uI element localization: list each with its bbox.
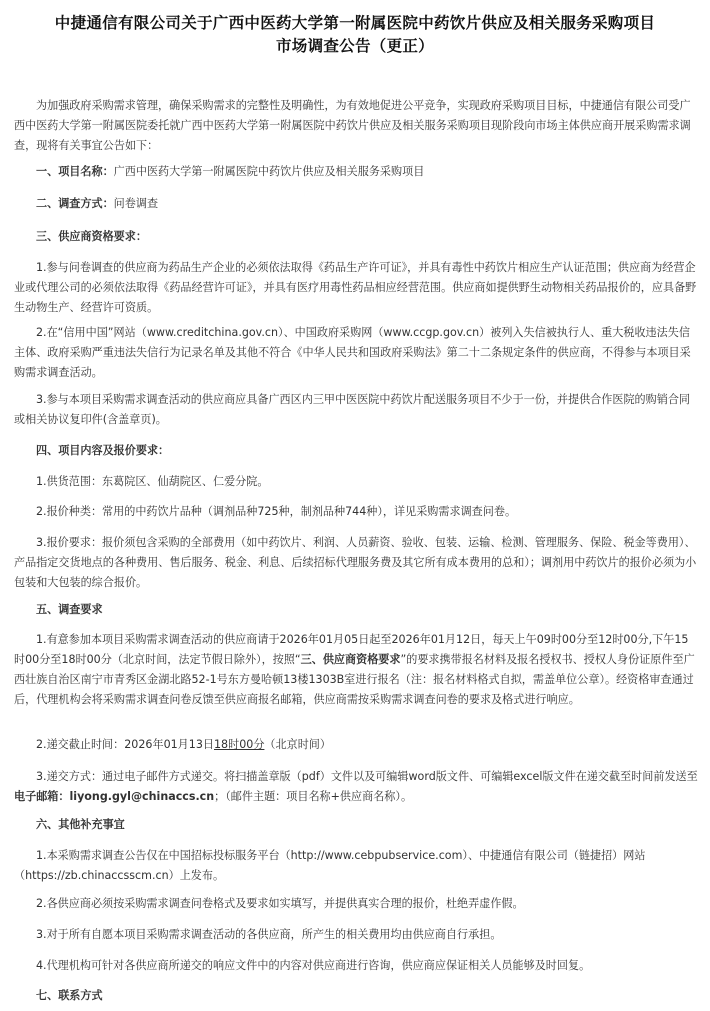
submission-method-text: 3.递交方式：通过电子邮件方式递交。将扫描盖章版（pdf）文件以及可编辑word版文件、可编辑excel版文件在递交截至时间前发送至 [36, 770, 698, 783]
section-1-heading: 一、项目名称： [36, 165, 114, 178]
qualification-item-2: 2.在“信用中国”网站（www.creditchina.gov.cn）、中国政府采购网（www.ccgp.gov.cn）被列入失信被执行人、重大税收违法失信主体、政府采购严重违法失信行为记录名单及其他不符合《中华人民共和国政府采购法》第二十二条规定条件的供应商，不得参与本项目采购需求调查活动。 [14, 326, 691, 379]
deadline-timezone: （北京时间） [264, 738, 331, 751]
survey-requirement-1 [14, 630, 698, 710]
section-3-heading: 三、供应商资格要求： [36, 230, 147, 243]
title-line-2: 市场调查公告（更正） [275, 37, 434, 55]
deadline-label: 2.递交截止时间：2026年01月13日 [36, 738, 214, 751]
survey-requirement-2 [14, 735, 698, 755]
content-item-2: 2.报价种类：常用的中药饮片品种（调剂品种725种，制剂品种744种），详见采购需求调查问卷。 [36, 505, 517, 518]
title-line-1: 中捷通信有限公司关于广西中医药大学第一附属医院中药饮片供应及相关服务采购项目 [54, 14, 656, 32]
section-project-name [14, 162, 698, 182]
supplement-item-2: 2.各供应商必须按采购需求调查问卷格式及要求如实填写，并提供真实合理的报价，杜绝弄虚作假。 [36, 897, 524, 910]
email-subject-note: ；（邮件主题：项目名称+供应商名称）。 [214, 790, 413, 803]
section-survey-method [14, 194, 698, 214]
section-6-heading: 六、其他补充事宜 [36, 818, 125, 831]
section-4-heading: 四、项目内容及报价要求： [36, 444, 170, 457]
qualification-item-1: 1.参与问卷调查的供应商为药品生产企业的必须依法取得《药品生产许可证》，并具有毒性中药饮片相应生产认证范围；供应商为经营企业或代理公司的必须依法取得《药品经营许可证》，并具有医疗用毒性药品相应经营范围。供应商如提供野生动物相关药品报价的，应具备野生动物生产、经营许可资质。 [14, 261, 697, 314]
survey-requirement-3 [14, 767, 698, 807]
submission-email: 电子邮箱：liyong.gyl@chinaccs.cn [14, 790, 215, 803]
intro-paragraph: 为加强政府采购需求管理，确保采购需求的完整性及明确性，为有效地促进公平竞争，实现政府采购项目目标，中捷通信有限公司受广西中医药大学第一附属医院委托就广西中医药大学第一附属医院中药饮片供应及相关服务采购项目现阶段向市场主体供应商开展采购需求调查，现将有关事宜公告如下： [14, 99, 691, 152]
project-name-value: 广西中医药大学第一附属医院中药饮片供应及相关服务采购项目 [113, 165, 425, 178]
qualification-reference: 三、供应商资格要求 [300, 653, 401, 666]
section-5-heading: 五、调查要求 [36, 603, 103, 616]
supplement-item-1: 1.本采购需求调查公告仅在中国招标投标服务平台（http://www.cebpubservice.com）、中捷通信有限公司（链捷招）网站（https://zb.chinaccsscm.cn）上发布。 [14, 849, 646, 882]
supplement-item-3: 3.对于所有自愿本项目采购需求调查活动的各供应商，所产生的相关费用均由供应商自行承担。 [36, 928, 502, 941]
section-2-heading: 二、调查方式： [36, 197, 114, 210]
content-item-3: 3.报价要求：报价须包含采购的全部费用（如中药饮片、利润、人员薪资、验收、包装、运输、检测、管理服务、保险、税金等费用）、产品指定交货地点的各种费用、售后服务、税金、利息、后续招标代理服务费及其它所有成本费用的总和）；调剂用中药饮片的报价必须为小包装和大包装的综合报价。 [14, 536, 697, 589]
deadline-time: 18时00分 [214, 738, 265, 751]
survey-requirement-1-text: 1.有意参加本项目采购需求调查活动的供应商请于2026年01月05日起至2026年01月12日，每天上午09时00分至12时00分,下午15时00分至18时00分（北京时间，法定节假日除外），按照“ [14, 633, 689, 666]
announcement-title [12, 12, 698, 58]
content-item-1: 1.供货范围：东葛院区、仙葫院区、仁爱分院。 [36, 475, 269, 488]
survey-method-value: 问卷调查 [113, 197, 159, 210]
qualification-item-3: 3.参与本项目采购需求调查活动的供应商应具备广西区内三甲中医医院中药饮片配送服务项目不少于一份，并提供合作医院的购销合同或相关协议复印件(含盖章页)。 [14, 393, 691, 426]
supplement-item-4: 4.代理机构可针对各供应商所递交的响应文件中的内容对供应商进行咨询，供应商应保证相关人员能够及时回复。 [36, 959, 591, 972]
section-7-heading: 七、联系方式 [36, 989, 103, 1002]
survey-requirement-1-rest: ”的要求携带报名材料及报名授权书、授权人身份证原件至广西壮族自治区南宁市青秀区金湖北路52-1号东方曼哈顿13楼1303B室进行报名（注：报名材料格式自拟，需盖单位公章）。经资格审查通过后，代理机构会将采购需求调查问卷反馈至供应商报名邮箱，供应商需按采购需求调查问卷的要求及格式进行响应。 [14, 653, 695, 706]
